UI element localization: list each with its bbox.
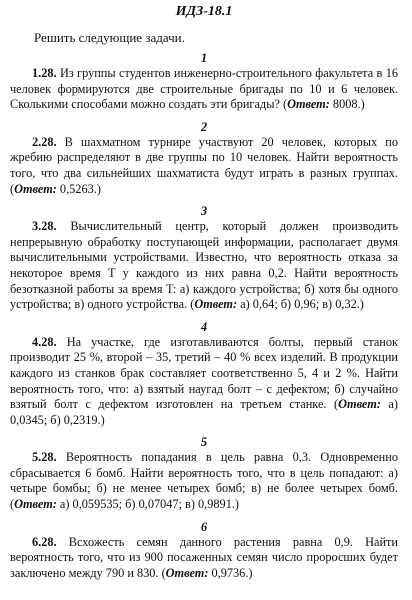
problem-text: Вероятность попадания в цель равна 0,3. Одновременно сбрасывается 6 бомб. Найти вероятность того, что в цель попадают: а) четыре бомбы; б) не менее четырех бомб; в) не более четырех бомб. ( bbox=[10, 450, 398, 512]
answer-value: а) 0,0345; б) 0,2319.) bbox=[10, 397, 398, 427]
problem-number: 6 bbox=[200, 519, 208, 534]
problem-text: Из группы студентов инженерно-строительного факультета в 16 человек формируются две строительные бригады по 10 и 6 человек. Сколькими способами можно создать эти бригады? ( bbox=[10, 66, 398, 112]
problem-6 bbox=[10, 535, 398, 582]
answer-label: Ответ: bbox=[165, 565, 209, 580]
problem-id: 5.28. bbox=[32, 450, 57, 465]
problem-text: Всхожесть семян данного растения равна 0,9. Найти вероятность того, что из 900 посаженных семян число проросших будет заключено между 790 и 830. ( bbox=[10, 534, 399, 580]
problem-text: На участке, где изготавливаются болты, первый станок производит 25 %, второй – 35, третий – 40 % всех изделий. В продукции каждого из станков брак составляет соответственно 5, 4 и 2 %. Найти вероятность того, что: а) взятый наугад болт – с дефектом; б) случайно взятый болт с дефектом изготовлен на третьем станке. ( bbox=[10, 334, 398, 412]
answer-label: Ответ: bbox=[14, 497, 57, 512]
problem-3 bbox=[10, 219, 398, 313]
problem-id: 6.28. bbox=[32, 534, 57, 549]
answer-label: Ответ: bbox=[194, 297, 238, 312]
problem-id: 2.28. bbox=[32, 134, 57, 149]
answer-value: 0,9736.) bbox=[208, 565, 253, 580]
problem-number: 4 bbox=[200, 319, 208, 334]
problem-number: 1 bbox=[200, 51, 208, 65]
problem-id: 1.28. bbox=[32, 66, 57, 80]
answer-value: а) 0,64; б) 0,96; в) 0,32.) bbox=[237, 297, 364, 312]
answer-value: 8008.) bbox=[329, 97, 365, 112]
answer-value: 0,5263.) bbox=[56, 181, 101, 196]
problem-number: 3 bbox=[200, 204, 208, 219]
document-title: ИДЗ-18.1 bbox=[175, 4, 233, 19]
problem-number: 2 bbox=[200, 119, 208, 134]
answer-label: Ответ: bbox=[14, 181, 57, 196]
problem-5 bbox=[10, 450, 398, 512]
intro-text: Решить следующие задачи. bbox=[34, 30, 185, 45]
problem-2 bbox=[10, 135, 398, 197]
problem-1 bbox=[10, 66, 398, 113]
problem-4 bbox=[10, 335, 398, 429]
problem-number: 5 bbox=[200, 435, 208, 450]
answer-label: Ответ: bbox=[287, 97, 330, 112]
problem-text: Вычислительный центр, который должен производить непрерывную обработку поступающей информации, располагает двумя вычислительными устройствами. Известно, что вероятность отказа за некоторое время T у каждого из них равна 0,2. Найти вероятность безотказной работы за время T: а) каждого устройства; б) хотя бы одного устройства; в) одного устройства. ( bbox=[10, 219, 398, 312]
answer-label: Ответ: bbox=[338, 397, 381, 412]
problem-id: 3.28. bbox=[32, 219, 57, 234]
answer-value: а) 0,059535; б) 0,07047; в) 0,9891.) bbox=[56, 497, 240, 512]
problem-id: 4.28. bbox=[32, 334, 57, 349]
problem-text: В шахматном турнире участвуют 20 человек, которых по жребию распределяют в две группы по 10 человек. Найти вероятность того, что два сильнейших шахматиста будут играть в разных группах. ( bbox=[10, 134, 398, 196]
